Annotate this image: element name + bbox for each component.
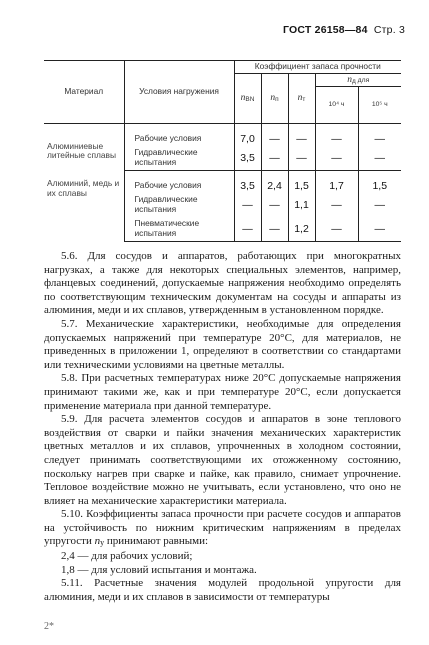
value-cell: — [288,132,315,146]
value-cell: — [315,217,358,242]
page-number: Стр. 3 [373,24,405,36]
material-cell: Алюминиевые литейные сплавы [47,140,117,161]
value-cell: — [261,146,288,171]
value-cell: 1,7 [315,179,358,193]
header-material: Материал [64,86,104,97]
paragraph-5-10: 5.10. Коэффициенты запаса прочности при расчете сосудов и аппаратов на устойчивость по нижним критическим напряжениям в пределах упругости nу принимают равными: [44,508,401,548]
header-n-t: nт [288,74,315,124]
value-cell: — [288,146,315,171]
value-cell: 7,0 [234,132,261,146]
header-conditions: Условия нагружения [124,61,234,124]
header-safety-factor: Коэффициент запаса прочности [234,61,401,74]
value-cell: — [261,217,288,242]
value-cell: 1,5 [288,179,315,193]
paragraph-5-7: 5.7. Механические характеристики, необходимые для определения допускаемых напряжений при температуре 20°С, для материалов, не приведенных в приложении 1, определяют в соответствии со стандартами или техническими условиями на цветные металлы. [44,317,401,371]
value-cell: — [358,146,401,171]
material-cell: Алюминий, медь и их сплавы [47,178,120,198]
condition-cell: Пневматические испытания [124,217,234,242]
body-text [44,250,401,604]
header-10-4: 10⁴ ч [315,87,358,124]
value-cell: — [315,193,358,217]
value-cell: — [234,193,261,217]
header-10-5: 10⁵ ч [358,87,401,124]
condition-cell: Рабочие условия [124,179,234,193]
value-cell: 2,4 [261,179,288,193]
paragraph-5-8: 5.8. При расчетных температурах ниже 20°С допускаемые напряжения принимают такими же, как и при температуре 20°С, если допускается применение материала при данной температуре. [44,372,401,412]
table-row [44,132,401,146]
page-folio: 2* [44,621,54,632]
paragraph-5-9: 5.9. Для расчета элементов сосудов и аппаратов в зоне теплового воздействия от сварки и пайки значения механических характеристик цветных металлов и их сплавов, упрочненных в холодном состоянии, следует принимать соответствующими их отожженному состоянию, поскольку нагрев при сварке и пайке, как правило, снимает упрочнение. Тепловое воздействие можно не учитывать, если установлено, что оно не влияет на механические характеристики материала. [44,413,401,507]
value-cell: 3,5 [234,146,261,171]
value-cell: 1,5 [358,179,401,193]
value-cell: 3,5 [234,179,261,193]
value-cell: — [234,217,261,242]
value-cell: 1,1 [288,193,315,217]
standard-number: ГОСТ 26158—84 [283,24,368,36]
value-cell: — [315,146,358,171]
table-row [44,179,401,193]
value-cell: — [315,132,358,146]
header-n-d: nд для [315,74,401,87]
page-header [283,24,405,36]
header-n-v: nп [261,74,288,124]
list-item: 2,4 — для рабочих условий; [61,550,193,563]
header-n-b: nBN [234,74,261,124]
value-cell: — [261,132,288,146]
condition-cell: Гидравлические испытания [124,193,234,217]
condition-cell: Гидравлические испытания [124,146,234,171]
value-cell: — [358,193,401,217]
value-cell: — [261,193,288,217]
safety-factor-table [44,60,401,242]
paragraph-5-11: 5.11. Расчетные значения модулей продольной упругости для алюминия, меди и их сплавов в зависимости от температуры [44,577,401,603]
paragraph-5-6: 5.6. Для сосудов и аппаратов, работающих при многократных нагрузках, а также для некоторых специальных элементов, например, фланцевых соединений, допускаемые напряжения необходимо определять по соответствующим техническим документам на сосуды и аппараты из алюминия, меди и их сплавов, утвержденным в установленном порядке. [44,250,401,317]
value-cell: — [358,217,401,242]
condition-cell: Рабочие условия [124,132,234,146]
value-cell: — [358,132,401,146]
list-item: 1,8 — для условий испытания и монтажа. [61,563,257,576]
value-cell: 1,2 [288,217,315,242]
